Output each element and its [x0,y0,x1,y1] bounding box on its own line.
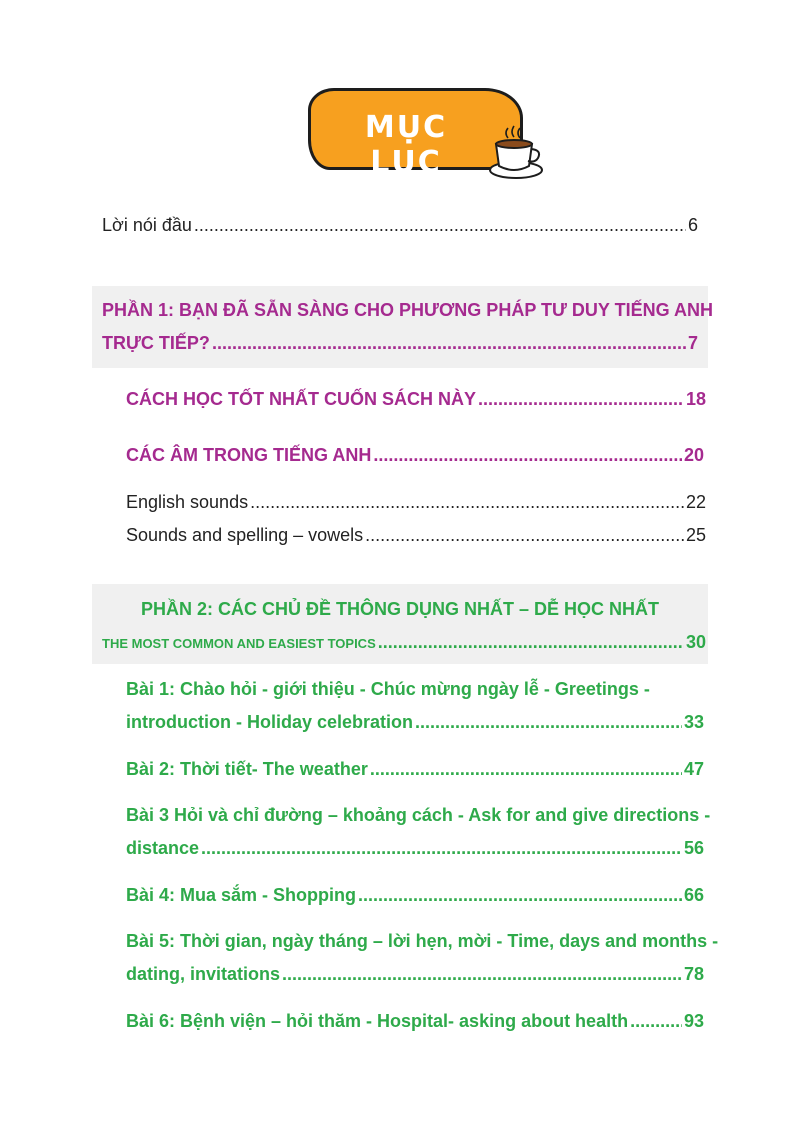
lesson2-page: 47 [683,759,704,779]
toc-lesson-3[interactable] [126,838,704,859]
toc-how-to-page: 18 [685,389,706,409]
toc-part1-page: 7 [687,333,698,353]
toc-part1[interactable] [102,333,698,354]
title-badge [308,88,544,188]
part2-title-line2: THE MOST COMMON AND EASIEST TOPICS [102,636,376,651]
lesson5-line2: dating, invitations [126,964,281,984]
lesson1-page: 33 [683,712,704,732]
toc-lesson-1[interactable] [126,712,704,733]
leader-dots [212,333,686,354]
toc-sounds-page: 20 [683,445,704,465]
lesson6-label: Bài 6: Bệnh viện – hỏi thăm - Hospital- asking about health [126,1011,629,1031]
leader-dots [194,215,686,236]
leader-dots [630,1011,682,1032]
toc-sounds-label: CÁC ÂM TRONG TIẾNG ANH [126,445,372,465]
toc-how-to-label: CÁCH HỌC TỐT NHẤT CUỐN SÁCH NÀY [126,389,476,409]
toc-spelling[interactable] [126,525,706,546]
leader-dots [358,885,682,906]
toc-lesson-5[interactable] [126,964,704,985]
toc-part2[interactable] [102,632,706,653]
lesson2-label: Bài 2: Thời tiết- The weather [126,759,368,779]
toc-spelling-page: 25 [685,525,706,545]
lesson1-line1: Bài 1: Chào hỏi - giới thiệu - Chúc mừng ngày lễ - Greetings - [126,679,650,699]
lesson3-line1: Bài 3 Hỏi và chỉ đường – khoảng cách - Ask for and give directions - [126,805,711,825]
lesson3-line2: distance [126,838,200,858]
toc-intro-page: 6 [687,215,698,235]
toc-intro-label: Lời nói đầu [102,215,192,235]
lesson5-page: 78 [683,964,704,984]
leader-dots [282,964,682,985]
part2-title-line1: PHẦN 2: CÁC CHỦ ĐỀ THÔNG DỤNG NHẤT – DỄ HỌC NHẤT [140,599,659,619]
lesson4-label: Bài 4: Mua sắm - Shopping [126,885,357,905]
toc-lesson-4[interactable] [126,885,704,906]
lesson4-page: 66 [683,885,704,905]
leader-dots [365,525,684,546]
leader-dots [370,759,682,780]
page-title: MỤC LỤC [364,110,448,180]
leader-dots [373,445,682,466]
leader-dots [478,389,684,410]
toc-intro[interactable] [102,215,698,236]
toc-english-sounds-label: English sounds [126,492,249,512]
toc-lesson-2[interactable] [126,759,704,780]
toc-lesson-6[interactable] [126,1011,704,1032]
toc-part2-page: 30 [685,632,706,652]
part1-title-line2: TRỰC TIẾP? [102,333,210,353]
part1-title-line1: PHẦN 1: BẠN ĐÃ SẴN SÀNG CHO PHƯƠNG PHÁP TƯ DUY TIẾNG ANH [102,300,713,320]
leader-dots [201,838,682,859]
lesson6-page: 93 [683,1011,704,1031]
leader-dots [378,632,684,653]
toc-sounds[interactable] [126,445,704,466]
lesson3-page: 56 [683,838,704,858]
coffee-cup-icon [482,122,546,186]
toc-spelling-label: Sounds and spelling – vowels [126,525,364,545]
toc-english-sounds[interactable] [126,492,706,513]
lesson5-line1: Bài 5: Thời gian, ngày tháng – lời hẹn, mời - Time, days and months - [126,931,719,951]
lesson1-line2: introduction - Holiday celebration [126,712,414,732]
toc-how-to[interactable] [126,389,706,410]
leader-dots [415,712,682,733]
part1-band [92,286,708,368]
toc-english-sounds-page: 22 [685,492,706,512]
leader-dots [250,492,684,513]
